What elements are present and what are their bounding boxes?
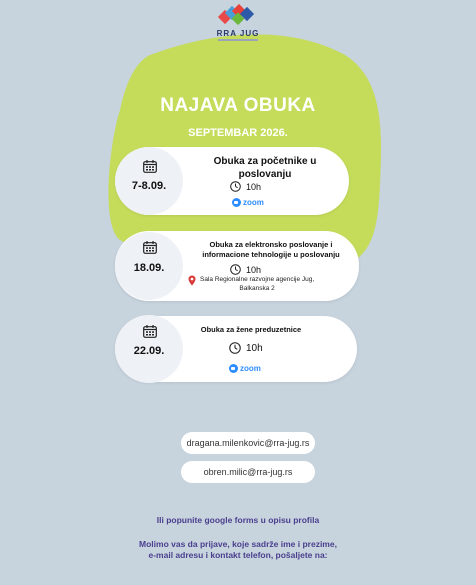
instructions-text — [0, 539, 476, 561]
training-title-line: Obuka za elektronsko poslovanje i — [209, 240, 333, 249]
zoom-label: zoom — [240, 364, 261, 373]
training-title — [186, 325, 316, 335]
location-pin-icon — [188, 275, 196, 286]
page-title: NAJAVA OBUKA — [160, 95, 316, 116]
calendar-icon — [143, 241, 157, 254]
page-subtitle: SEPTEMBAR 2026. — [188, 127, 288, 139]
clock-icon — [229, 342, 241, 354]
google-forms-note: Ili popunite google forms u opisu profila — [156, 515, 320, 525]
location-line: Balkanska 2 — [239, 285, 275, 292]
training-date: 22.09. — [133, 345, 165, 357]
location-line: Sala Regionalne razvojne agencije Jug, — [200, 276, 315, 283]
training-title — [190, 155, 340, 181]
clock-icon — [230, 181, 241, 192]
contact-email-2[interactable]: obren.milic@rra-jug.rs — [181, 461, 315, 483]
instructions-line: Molimo vas da prijave, koje sadrže ime i prezime, — [139, 539, 337, 549]
training-date: 7-8.09. — [131, 180, 167, 192]
zoom-icon — [229, 364, 238, 373]
training-title-line: poslovanju — [238, 169, 292, 180]
duration-value: 10h — [246, 181, 262, 192]
contact-email-1[interactable]: dragana.milenkovic@rra-jug.rs — [181, 432, 315, 454]
training-title-line: informacione tehnologije u poslovanju — [202, 250, 340, 259]
training-duration — [229, 342, 263, 354]
training-title-line: Obuka za početnike u — [213, 156, 317, 167]
training-title — [186, 240, 356, 260]
duration-value: 10h — [246, 264, 262, 275]
zoom-badge — [232, 198, 264, 207]
clock-icon — [230, 264, 241, 275]
training-date: 18.09. — [133, 262, 165, 274]
training-duration — [230, 181, 261, 192]
zoom-badge — [229, 364, 261, 373]
training-duration — [230, 264, 261, 275]
training-location — [188, 275, 314, 293]
instructions-line: e-mail adresu i kontakt telefon, pošaljete na: — [148, 550, 328, 560]
rra-jug-logo — [212, 4, 264, 44]
logo-text: RRA JUG — [216, 29, 260, 38]
logo-underline — [218, 39, 258, 41]
duration-value: 10h — [246, 342, 263, 354]
logo-mark-icon — [212, 4, 264, 30]
zoom-label: zoom — [243, 198, 264, 207]
calendar-icon — [143, 325, 157, 338]
calendar-icon — [143, 160, 157, 173]
training-title-line: Obuka za žene preduzetnice — [200, 325, 302, 334]
zoom-icon — [232, 198, 241, 207]
